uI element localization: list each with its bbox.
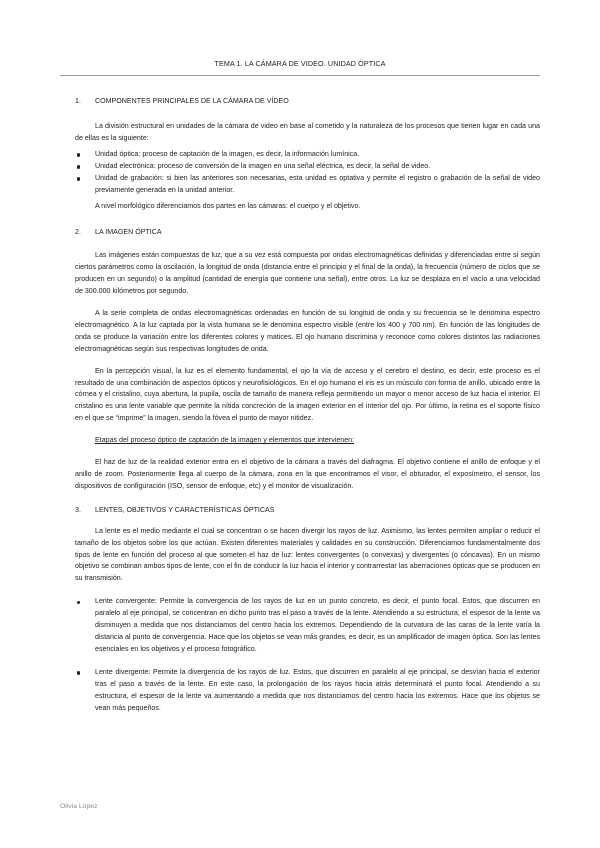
section-title: LA IMAGEN ÓPTICA (95, 228, 162, 237)
bullet-icon (77, 601, 80, 604)
section-number: 1. (75, 97, 81, 105)
section-number: 3. (75, 505, 81, 514)
page-header-title: TEMA 1. LA CÁMARA DE VIDEO. UNIDAD ÓPTICA (214, 59, 386, 68)
paragraph: En la percepción visual, la luz es el elemento fundamental, el ojo la vía de acceso y el cerebro el destino, es decir, este proceso es el resultado de una combinación de aspectos ópticos y neurofisiológicos. En el ojo humano el iris es un músculo con forma de anillo, ubicado entre la córnea y el cristalino, cuya abertura, la pupila, oscila de tamaño de manera refleja permitiendo un mayor o menor acceso de luz hacia el interior. El cristalino es una lente variable que permite la nítida concreción de la imagen exterior en el interior del ojo. Por último, la retina es el soporte físico en el que se “imprime” la imagen, siendo la fóvea el punto de mayor nitidez. (75, 366, 540, 423)
header-divider (60, 75, 540, 76)
section-title: COMPONENTES PRINCIPALES DE LA CÁMARA DE VÍDEO (95, 97, 289, 105)
section-3-heading (75, 505, 540, 517)
list-item: Lente divergente: Permite la divergencia de los rayos de luz. Estos, que discurren en paralelo al eje principal, se desvían hacia el exterior tras el paso a través de la lente. En este caso, la prolongación de los rayos hacia atrás determinará el punto focal. Atendiendo a su estructura, el espesor de la lente va aumentando a medida que nos distanciamos del centro hacia los extremos. Hace que los objetos se vean más pequeños. (75, 667, 540, 715)
bullet-icon (77, 165, 80, 168)
section-title: LENTES, OBJETIVOS Y CARACTERÍSTICAS ÓPTICAS (95, 505, 275, 514)
list-item: Lente convergente: Permite la convergencia de los rayos de luz en un punto concreto, es decir, el punto focal. Estos, que discurren en paralelo al eje principal, se concentran en dicho punto tras el paso a través de la lente. Atendiendo a su estructura, el espesor de la lente va disminuyen a medida que nos distanciamos del centro hacia los extremos. Dependiendo de la curvatura de las caras de la lente varía la distancia al punto de convergencia. Hace que los objetos se vean más grandes, es decir, es un amplificador de imagen óptica. Son las lentes esenciales en los objetivos y el proceso fotográfico. (75, 596, 540, 656)
bullet-icon (77, 177, 80, 180)
paragraph: El haz de luz de la realidad exterior entra en el objetivo de la cámara a través del diafragma. El objetivo contiene el anillo de enfoque y el anillo de zoom. Posteriormente llega al cuerpo de la cámara, zona en la que encontramos el visor, el obturador, el exposímetro, el sensor, los dispositivos de configuración (ISO, sensor de enfoque, etc) y el monitor de visualización. (75, 458, 540, 490)
section-number: 2. (75, 228, 81, 237)
list-item: Unidad electrónica: proceso de conversión de la imagen en una señal eléctrica, es decir, la señal de video. (75, 161, 540, 173)
paragraph: La división estructural en unidades de la cámara de video en base al cometido y la naturaleza de los procesos que tienen lugar en cada una de ellas es la siguiente: (75, 122, 540, 142)
underlined-subheading: Etapas del proceso óptico de captación de la imagen y elementos que intervienen: (95, 436, 355, 445)
bullet-icon (77, 153, 80, 156)
paragraph: Las imágenes están compuestas de luz, que a su vez está compuesta por ondas electromagnéticas definidas y diferenciadas entre sí según ciertos parámetros como la oscilación, la longitud de onda (distancia entre el principio y el final de la onda), la frecuencia (número de ciclos que se producen en un segundo) o la amplitud (cantidad de energía que contiene una señal), entre otros. La luz se desplaza en el vacío a una velocidad de 300.000 kilómetros por segundo. (75, 251, 540, 296)
list-item: Unidad óptica: proceso de captación de la imagen, es decir, la información lumínica. (75, 149, 540, 161)
page-footer-author: Olivia López (60, 803, 98, 810)
document-body (75, 96, 540, 714)
paragraph: A la serie completa de ondas electromagnéticas ordenadas en función de su longitud de onda y su frecuencia se le denomina espectro electromagnético. A la luz captada por la vista humana se le denomina espectro visible (entre los 400 y 700 nm). En función de las longitudes de onda se produce la variación entre los diferentes colores y matices. El ojo humano discrimina y reconoce como colores distintos las radiaciones electromagnéticas según sus respectivas longitudes de onda. (75, 308, 540, 353)
bullet-list (75, 149, 540, 197)
list-item: Unidad de grabación: si bien las anteriores son necesarias, esta unidad es optativa y permite el registro o grabación de la señal de video previamente generada en la unidad anterior. (75, 173, 540, 197)
paragraph: La lente es el medio mediante el cual se concentran o se hacen divergir los rayos de luz. Asimismo, las lentes permiten ampliar o reducir el tamaño de los objetos sobre los que actúan. Existen diferentes materiales y calidades en su construcción. Diferenciamos fundamentalmente dos tipos de lente en función del proceso al que someten el haz de luz: lentes convergentes (o convexas) y divergentes (o cóncavas). En un mismo objetivo se combinan ambos tipos de lente, con el fin de conducir la luz hacia el interior y contrarrestar las aberraciones ópticas que se producen en su transmisión. (75, 526, 540, 583)
paragraph: A nivel morfológico diferenciamos dos partes en las cámaras: el cuerpo y el objetivo. (95, 202, 361, 211)
bullet-list (75, 596, 540, 714)
section-1-heading (75, 96, 540, 108)
bullet-icon (77, 671, 80, 674)
section-2-heading (75, 227, 540, 239)
